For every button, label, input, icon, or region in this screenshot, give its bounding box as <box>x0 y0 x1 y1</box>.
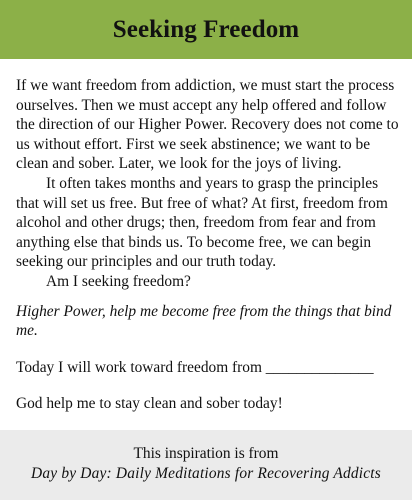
page-title: Seeking Freedom <box>112 15 300 43</box>
paragraph-1: If we want freedom from addiction, we must start the process ourselves. Then we must accept any help offered and follow the direction of our Higher Power. Recovery does not come to us without effort. First we seek abstinence; we want to be clean and sober. Later, we look for the joys of living. <box>16 77 399 173</box>
title-bar <box>0 0 412 59</box>
paragraph-2: It often takes months and years to grasp the principles that will set us free. But free of what? At first, freedom from alcohol and other drugs; then, freedom from fear and from anything else that binds us. To become free, we can begin seeking our principles and our truth today. <box>16 174 388 271</box>
source-footer <box>0 430 412 500</box>
commitment-line: Today I will work toward freedom from ______________ <box>16 358 374 376</box>
reflection-question: Am I seeking freedom? <box>46 272 191 290</box>
prayer-text: Higher Power, help me become free from the things that bind me. <box>16 302 392 340</box>
source-book-title: Day by Day: Daily Meditations for Recovering Addicts <box>31 465 381 482</box>
source-intro: This inspiration is from <box>133 445 279 462</box>
closing-line: God help me to stay clean and sober today! <box>16 395 283 413</box>
meditation-body <box>16 76 400 414</box>
